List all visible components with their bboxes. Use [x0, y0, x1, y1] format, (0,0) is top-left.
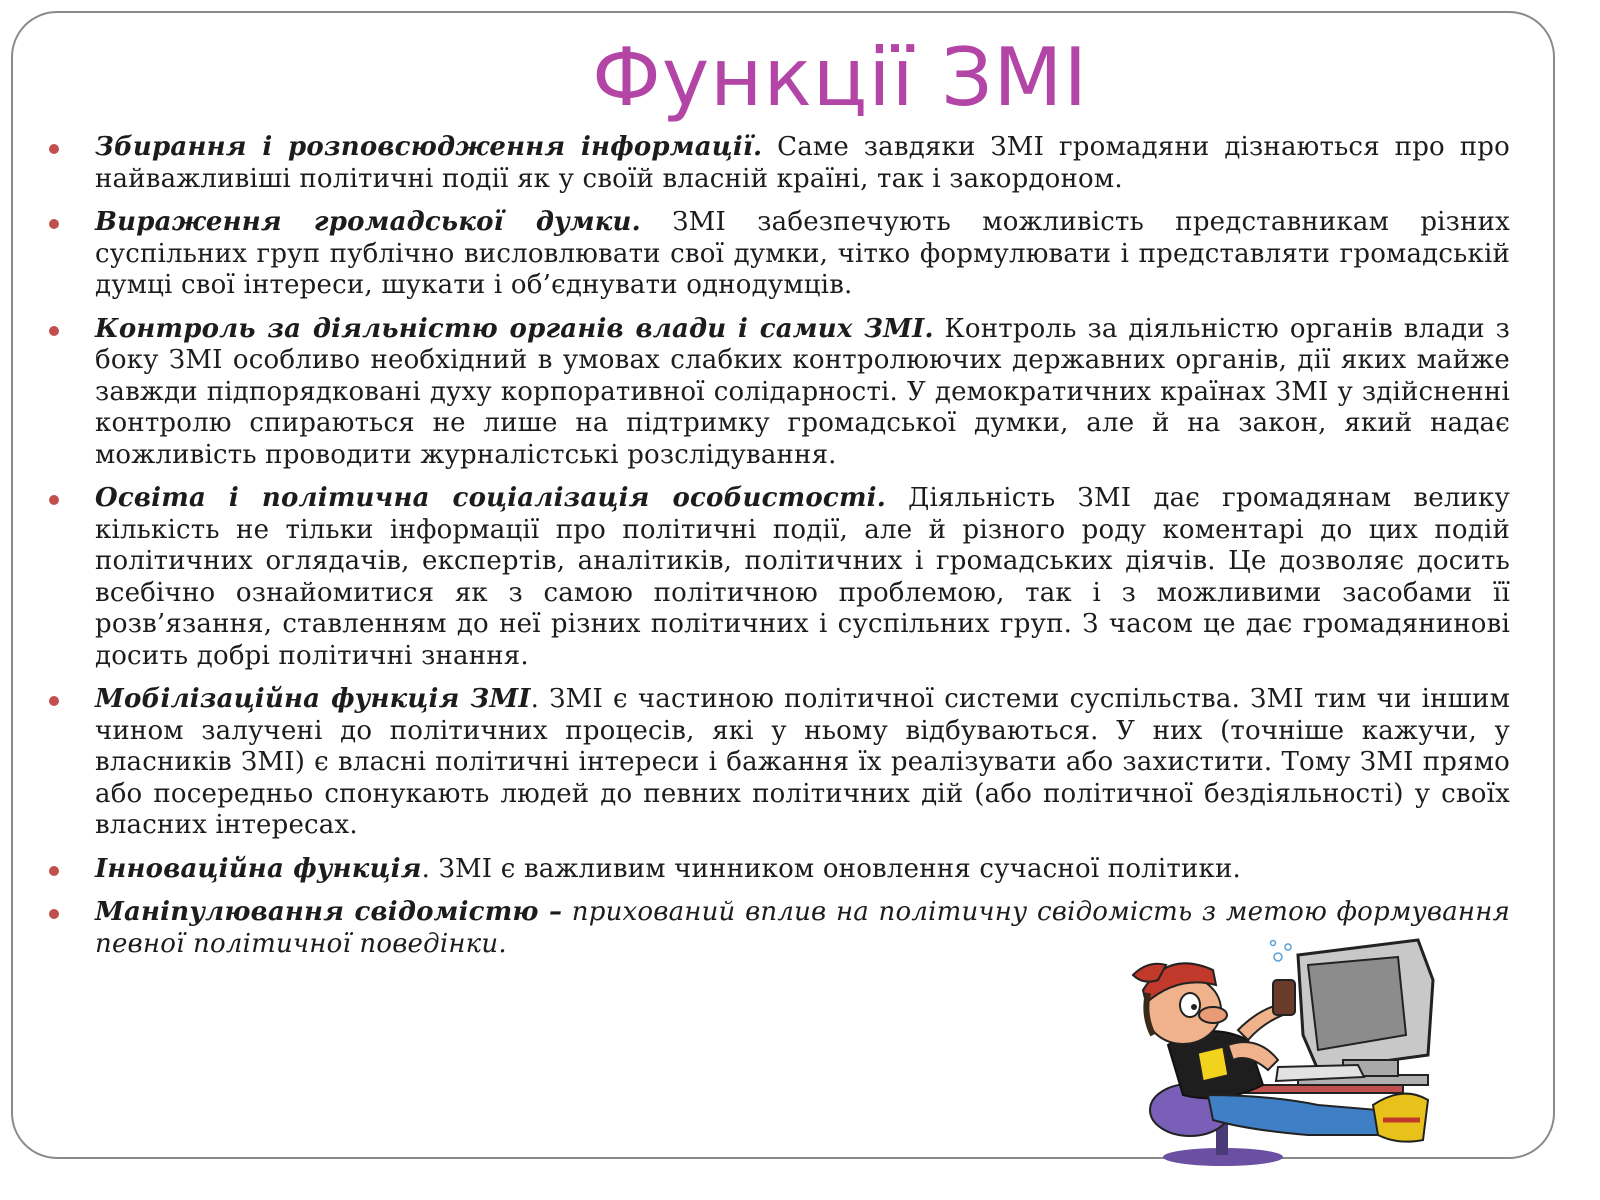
item-heading: Мобілізаційна функція ЗМІ	[95, 684, 531, 714]
item-text: . ЗМІ є важливим чинником оновлення сучасної політики.	[421, 853, 1241, 884]
item-heading: Інноваційна функція	[95, 853, 422, 884]
bullet-icon	[49, 219, 59, 229]
list-item	[95, 314, 1510, 472]
bullet-icon	[49, 866, 59, 876]
bullet-icon	[49, 144, 59, 154]
bullet-icon	[49, 326, 59, 336]
list-item	[95, 207, 1510, 302]
item-text: прихований вплив на політичну свідомість з метою формування певної політичної поведінки.	[95, 897, 1510, 959]
bullet-icon	[49, 909, 59, 919]
bullet-icon	[49, 495, 59, 505]
item-text: ЗМІ забезпечують можливість представникам різних суспільних груп публічно висловлювати свої думки, чітко формулювати і представляти громадській думці свої інтереси, шукати і об’єднувати однодумців.	[95, 207, 1510, 300]
bullet-icon	[49, 696, 59, 706]
item-text: Діяльність ЗМІ дає громадянам велику кількість не тільки інформації про політичні події, але й різного роду коментарі до цих подій політичних оглядачів, експертів, аналітиків, політичних і громадських діячів. Це дозволяє досить всебічно ознайомитися як з самою політичною проблемою, так і з можливими засобами її розв’язання, ставленням до неї різних політичних і суспільних груп. З часом це дає громадянинові досить добрі політичні знання.	[95, 483, 1511, 671]
cartoon-computer-user-illustration	[1128, 935, 1448, 1170]
item-text: Саме завдяки ЗМІ громадяни дізнаються про про найважливіші політичні події як у своїй власній країні, так і закордоном.	[95, 132, 1510, 194]
functions-list	[95, 132, 1510, 972]
slide-title: Функції ЗМІ	[591, 31, 1089, 124]
item-text: . ЗМІ є частиною політичної системи суспільства. ЗМІ тим чи іншим чином залучені до політичних процесів, які у ньому відбуваються. У них (точніше кажучи, у власників ЗМІ) є власні політичні інтереси і бажання їх реалізувати або захистити. Тому ЗМІ прямо або посередньо спонукають людей до певних політичних дій (або політичної бездіяльності) у своїх власних інтересах.	[95, 684, 1510, 840]
list-item	[95, 684, 1510, 842]
item-heading: Збирання і розповсюдження інформації.	[95, 132, 763, 162]
list-item	[95, 483, 1510, 672]
list-item	[95, 854, 1510, 886]
item-heading: Освіта і політична соціалізація особистості.	[95, 483, 887, 513]
item-heading: Маніпулювання свідомістю –	[95, 897, 563, 927]
item-text: Контроль за діяльністю органів влади з боку ЗМІ особливо необхідний в умовах слабких контролюючих державних органів, дії яких майже завжди підпорядковані духу корпоративної солідарності. У демократичних країнах ЗМІ у здійсненні контролю спираються не лише на підтримку громадської думки, але й на закон, який надає можливість проводити журналістські розслідування.	[95, 313, 1510, 470]
item-heading: Вираження громадської думки.	[95, 207, 641, 237]
list-item	[95, 132, 1510, 195]
item-heading: Контроль за діяльністю органів влади і самих ЗМІ.	[95, 313, 934, 344]
